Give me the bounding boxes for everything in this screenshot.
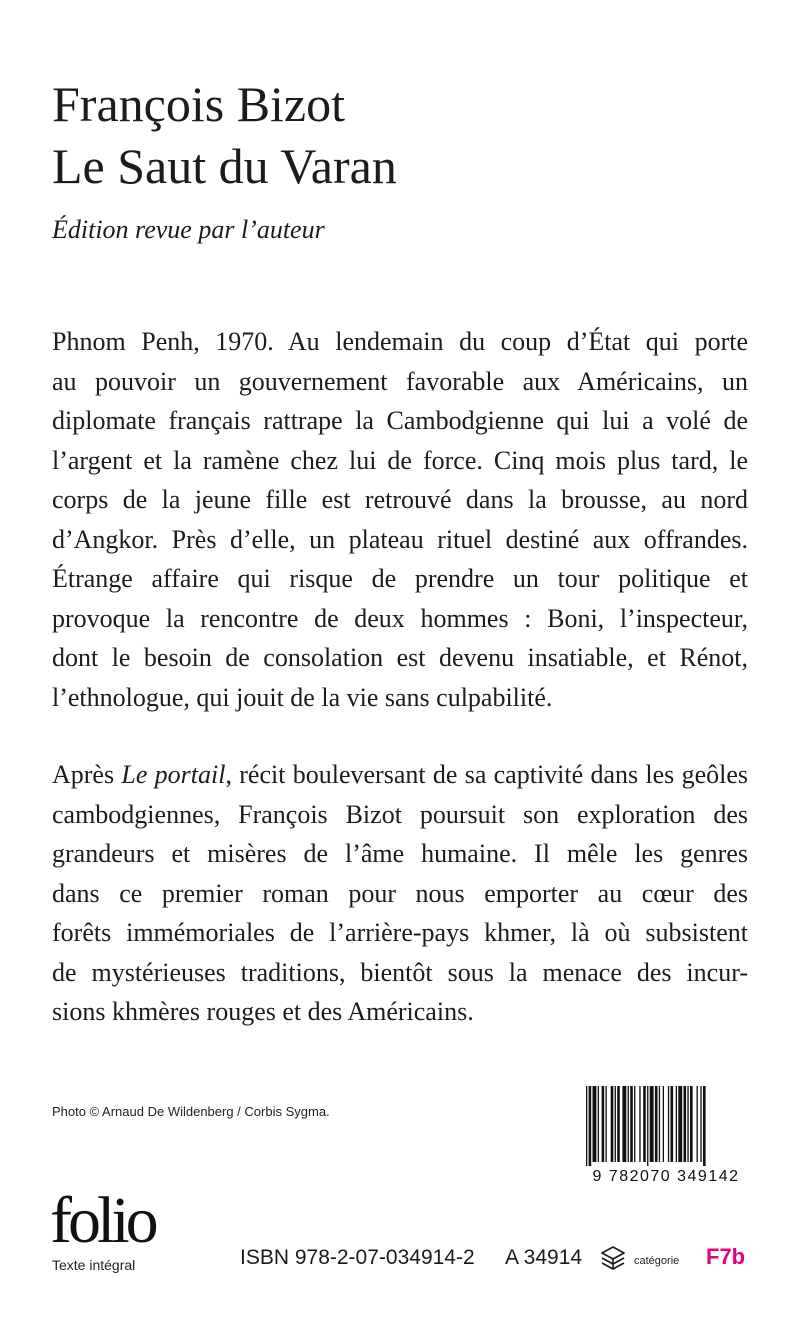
folio-logo: folio (50, 1184, 155, 1257)
barcode-bar (659, 1086, 660, 1162)
barcode-bar (615, 1086, 616, 1162)
barcode (582, 1086, 750, 1188)
blurb-paragraph-2 (52, 755, 748, 1032)
blurb-line: dans ce premier roman pour nous emporter au cœur des (52, 878, 748, 908)
author-name: François Bizot (52, 76, 346, 132)
barcode-bar (598, 1086, 599, 1162)
blurb-line: Phnom Penh, 1970. Au lendemain du coup d’État qui porte (52, 327, 748, 356)
barcode-bar (589, 1086, 592, 1166)
blurb-line: d’Angkor. Près d’elle, un plateau rituel destiné aux offrandes. (52, 524, 748, 554)
barcode-bar (697, 1086, 698, 1162)
blurb-line: au pouvoir un gouvernement favorable aux Américains, un (52, 366, 748, 396)
barcode-bar (703, 1086, 706, 1166)
barcode-bar (606, 1086, 607, 1162)
barcode-bar (690, 1086, 693, 1162)
blurb-line: cambodgiennes, François Bizot poursuit son exploration des (52, 799, 748, 829)
barcode-bar (668, 1086, 669, 1162)
photo-credit: Photo © Arnaud De Wildenberg / Corbis Sygma. (52, 1104, 330, 1119)
blurb-paragraph-1 (52, 322, 748, 717)
blurb-line: l’ethnologue, qui jouit de la vie sans culpabilité. (52, 682, 553, 712)
barcode-bar (684, 1086, 687, 1162)
blurb-line: l’argent et la ramène chez lui de force. Cinq mois plus tard, le (52, 445, 748, 475)
blurb-line: Étrange affaire qui risque de prendre un tour politique et (52, 564, 748, 593)
blurb-line: corps de la jeune fille est retrouvé dans la brousse, au nord (52, 485, 748, 514)
barcode-bars (582, 1086, 750, 1166)
barcode-bar (586, 1086, 587, 1166)
blurb-line: diplomate français rattrape la Cambodgienne qui lui a volé de (52, 406, 748, 435)
category-code: F7b (706, 1244, 746, 1269)
barcode-bar (647, 1086, 648, 1166)
barcode-bar (676, 1086, 677, 1162)
barcode-bar (687, 1086, 688, 1162)
barcode-bar (678, 1086, 682, 1162)
barcode-bar (650, 1086, 654, 1162)
blurb-line: de mystérieuses traditions, bientôt sous la menace des incur- (52, 957, 748, 987)
blurb-line: provoque la rencontre de deux hommes : Boni, l’inspecteur, (52, 603, 748, 633)
barcode-bar (617, 1086, 620, 1162)
barcode-bar (700, 1086, 701, 1162)
blurb-text: , récit bouleversant de sa captivité dans les geôles (225, 760, 748, 789)
book-stack-icon (598, 1243, 628, 1273)
barcode-bar (611, 1086, 614, 1162)
barcode-bar (655, 1086, 658, 1162)
blurb-line: forêts immémoriales de l’arrière-pays khmer, là où subsistent (52, 918, 748, 947)
blurb-text: Après (52, 760, 122, 789)
isbn: ISBN 978-2-07-034914-2 (240, 1246, 475, 1269)
catalog-number: A 34914 (505, 1246, 583, 1269)
barcode-bar (622, 1086, 626, 1162)
barcode-bar (628, 1086, 629, 1162)
book-title: Le Saut du Varan (52, 138, 397, 194)
barcode-bar (602, 1086, 605, 1162)
blurb-line: dont le besoin de consolation est devenu insatiable, et Rénot, (52, 643, 748, 672)
blurb-line: sions khmères rouges et des Américains. (52, 997, 474, 1026)
barcode-bar (634, 1086, 635, 1162)
blurb-line (52, 755, 748, 795)
barcode-number: 9 782070 349142 (592, 1168, 740, 1185)
barcode-bar (639, 1086, 640, 1162)
barcode-bar (671, 1086, 674, 1162)
cited-book-title: Le portail (121, 760, 226, 789)
barcode-bar (630, 1086, 633, 1162)
barcode-bar (643, 1086, 646, 1162)
blurb-line: grandeurs et misères de l’âme humaine. Il mêle les genres (52, 839, 748, 868)
category-label: catégorie (634, 1255, 680, 1267)
barcode-bar (593, 1086, 597, 1162)
barcode-bar (663, 1086, 664, 1162)
collection-label: Texte intégral (52, 1257, 136, 1273)
edition-note: Édition revue par l’auteur (52, 215, 325, 244)
